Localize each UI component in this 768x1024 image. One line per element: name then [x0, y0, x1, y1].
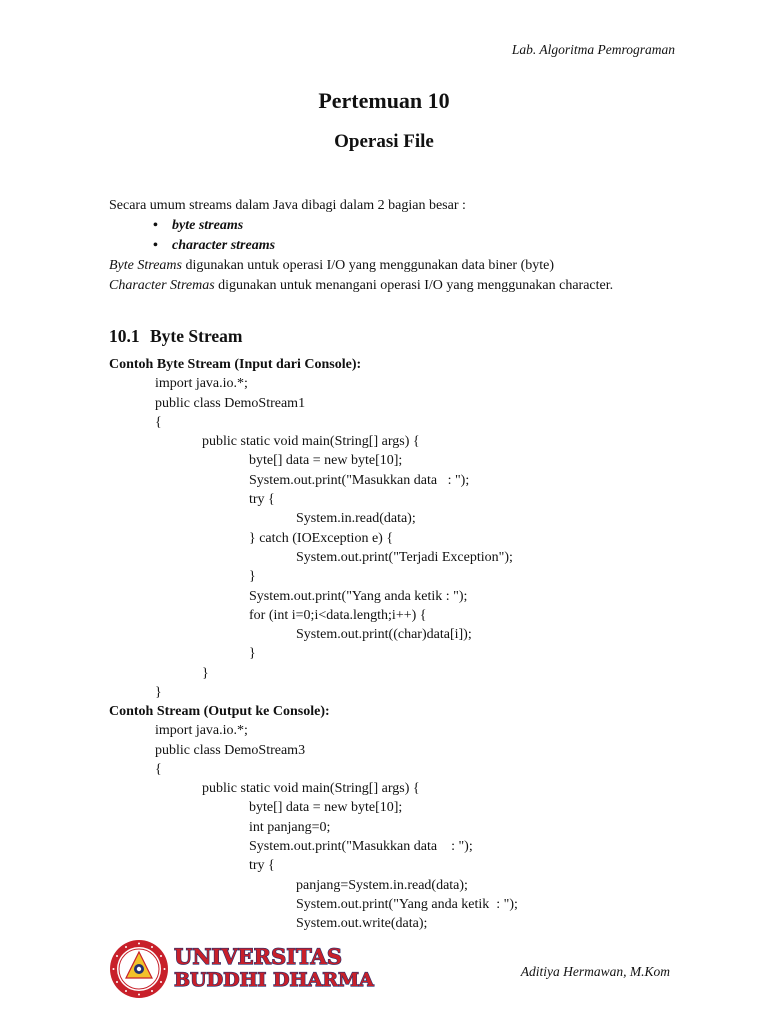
code-line: System.in.read(data); [296, 511, 416, 527]
code-line: System.out.print((char)data[i]); [296, 627, 472, 643]
stream-type-list [109, 216, 699, 256]
code-line: { [155, 414, 162, 430]
code-line: panjang=System.in.read(data); [296, 877, 468, 893]
byte-streams-definition: Byte Streams digunakan untuk operasi I/O yang menggunakan data biner (byte) [109, 258, 555, 273]
code-line: int panjang=0; [249, 819, 331, 835]
intro-lead: Secara umum streams dalam Java dibagi dalam 2 bagian besar : [109, 198, 466, 213]
code-line: System.out.print("Yang anda ketik : "); [249, 588, 468, 604]
code-line: for (int i=0;i<data.length;i++) { [249, 607, 427, 623]
code-line: import java.io.*; [155, 723, 248, 739]
code-line: System.out.print("Masukkan data : "); [249, 472, 470, 488]
university-name-line1: UNIVERSITAS [174, 944, 343, 969]
university-logo [108, 938, 374, 1000]
example-heading: Contoh Byte Stream (Input dari Console): [109, 357, 362, 372]
code-line: } [202, 665, 209, 681]
example-heading: Contoh Stream (Output ke Console): [109, 704, 330, 719]
code-example-2 [109, 702, 518, 934]
code-line: { [155, 761, 162, 777]
code-line: public static void main(String[] args) { [202, 434, 420, 450]
code-line: System.out.print("Terjadi Exception"); [296, 549, 513, 565]
header-lab-name: Lab. Algoritma Pemrograman [511, 42, 675, 57]
code-line: System.out.write(data); [296, 916, 428, 932]
code-line: System.out.print("Masukkan data : "); [249, 839, 473, 855]
code-line: try { [249, 492, 275, 508]
code-line: public class DemoStream3 [155, 742, 306, 758]
code-line: import java.io.*; [155, 376, 248, 392]
code-line: byte[] data = new byte[10]; [249, 453, 403, 469]
university-seal-icon [110, 940, 168, 998]
code-line: } [249, 646, 256, 662]
footer-author: Aditiya Hermawan, M.Kom [520, 964, 670, 979]
code-line: System.out.print("Yang anda ketik : "); [296, 896, 518, 912]
code-line: public class DemoStream1 [155, 395, 306, 411]
section-title: Byte Stream [150, 326, 243, 346]
code-line: try { [249, 858, 275, 874]
code-line: } [155, 685, 162, 701]
list-item: • byte streams [109, 216, 699, 236]
code-example-1 [109, 355, 513, 702]
bullet-icon: • [153, 218, 158, 233]
intro-paragraph [109, 196, 699, 296]
section-number: 10.1 [109, 326, 140, 346]
list-item: • character streams [109, 236, 699, 256]
page-subtitle: Operasi File [334, 131, 434, 152]
page-title: Pertemuan 10 [318, 88, 450, 113]
bullet-icon: • [153, 238, 158, 253]
character-streams-definition: Character Stremas digunakan untuk menangani operasi I/O yang menggunakan character. [109, 278, 614, 293]
code-line: } catch (IOException e) { [249, 530, 394, 546]
code-line: public static void main(String[] args) { [202, 781, 420, 797]
code-line: byte[] data = new byte[10]; [249, 800, 403, 816]
section-heading [109, 326, 243, 347]
university-name-line2: BUDDHI DHARMA [174, 969, 374, 991]
code-line: } [249, 569, 256, 585]
